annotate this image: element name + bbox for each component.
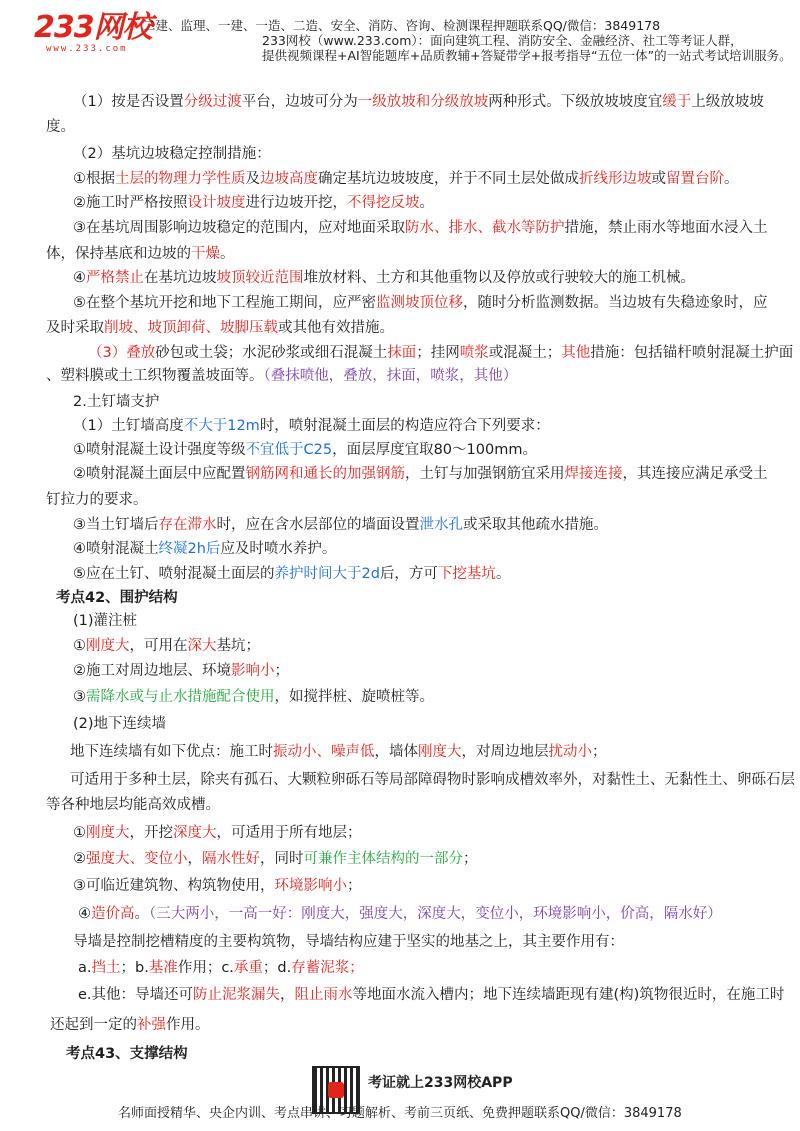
- line-text: 措施，禁止雨水等地面水浸入土: [564, 220, 768, 236]
- text-line: [46, 795, 220, 815]
- text-line: [73, 440, 537, 460]
- text-line: [73, 218, 768, 238]
- line-text: （1）土钉墙高度: [73, 418, 184, 434]
- line-text: ，面层厚度宜取80～100mm。: [332, 442, 537, 458]
- highlighted-text: 阻止雨水: [294, 987, 353, 1003]
- footer-contact-line: 名师面授精华、央企内训、考点串讲、习题解析、考前三页纸、免费押题联系QQ/微信：3849178: [118, 1106, 682, 1121]
- text-line: [73, 932, 624, 952]
- line-text: ②喷射混凝土面层中应配置: [73, 466, 246, 482]
- line-text: ②: [73, 851, 86, 867]
- line-text: ，如搅拌桩、旋喷桩等。: [274, 689, 434, 705]
- highlighted-text: 不宜低于C25: [245, 442, 333, 458]
- text-line: [73, 92, 764, 112]
- line-text: ；: [592, 744, 607, 760]
- logo-text: 233网校: [34, 10, 152, 45]
- line-text: （2）基坑边坡稳定控制措施：: [73, 146, 271, 162]
- line-text: ，土钉与加强钢筋宜采用: [405, 466, 565, 482]
- line-text: 导墙是控制挖槽精度的主要构筑物，导墙结构应建于坚实的地基之上，其主要作用有：: [73, 934, 624, 950]
- highlighted-text: 防水、排水、截水等防护: [405, 220, 565, 236]
- line-text: 2.土钉墙支护: [73, 394, 160, 410]
- text-line: [78, 904, 722, 924]
- line-text: 可适用于多种土层，除夹有孤石、大颗粒卵砾石等局部障碍物时影响成槽效率外，对黏性土、无黏性土、卵砾石层: [70, 772, 795, 788]
- highlighted-text: 边坡高度: [260, 171, 318, 187]
- highlighted-text: 泄水孔: [419, 517, 463, 533]
- page-footer: [0, 1060, 800, 1131]
- line-text: ⑤在整个基坑开挖和地下工程施工期间，应严密: [73, 295, 376, 311]
- line-text: 基坑；: [216, 638, 260, 654]
- line-text: 时，应在含水层部位的墙面设置: [216, 517, 420, 533]
- highlighted-text: （3）: [88, 345, 127, 361]
- line-text: 或采取其他疏水措施。: [463, 517, 608, 533]
- highlighted-text: 下挖基坑: [437, 566, 496, 582]
- text-line: [73, 416, 550, 436]
- page-header: [0, 0, 800, 72]
- line-text: ，: [280, 987, 295, 1003]
- line-text: （1）按是否设置: [73, 94, 184, 110]
- text-line: [73, 687, 434, 707]
- highlighted-text: 需降水或与止水措施配合使用: [86, 689, 275, 705]
- text-line: [46, 490, 148, 510]
- line-text: 作用。: [166, 1017, 210, 1033]
- highlighted-text: 环境影响小: [274, 878, 347, 894]
- highlighted-text: （叠抹喷他，叠放，抹面，喷浆，其他）: [263, 368, 518, 384]
- text-line: [73, 293, 768, 313]
- text-line: [73, 611, 137, 631]
- line-text: a.: [78, 960, 92, 976]
- highlighted-text: 刚度大: [418, 744, 462, 760]
- highlighted-text: 不得挖反坡: [347, 195, 420, 211]
- line-text: ，墙体: [374, 744, 418, 760]
- highlighted-text: 深度大: [173, 825, 217, 841]
- header-contact-line: 二建、监理、一建、一造、二造、安全、消防、咨询、检测课程押题联系QQ/微信：3849178: [143, 18, 661, 33]
- line-text: ；b.: [120, 960, 149, 976]
- line-text: ，可适用于所有地层；: [216, 825, 362, 841]
- highlighted-text: 折线形边坡: [579, 171, 652, 187]
- text-line: [73, 661, 289, 681]
- line-text: 进行边坡开挖，: [245, 195, 347, 211]
- line-text: 确定基坑边坡坡度，并于不同土层处做成: [318, 171, 579, 187]
- highlighted-text: 坡顶较近范围: [216, 270, 304, 286]
- line-text: 。: [724, 171, 739, 187]
- line-text: ，同时: [260, 851, 304, 867]
- line-text: ①根据: [73, 171, 115, 187]
- line-text: 及时采取: [46, 320, 104, 336]
- header-intro-line: 233网校（www.233.com）：面向建筑工程、消防安全、金融经济、社工等考证人群，: [262, 33, 743, 48]
- line-text: ，可用在: [129, 638, 188, 654]
- text-line: [73, 392, 159, 412]
- line-text: ④喷射混凝土: [73, 541, 159, 557]
- line-text: ，开挖: [129, 825, 173, 841]
- line-text: 度。: [46, 119, 75, 135]
- text-line: [73, 823, 362, 843]
- text-line: [73, 636, 260, 656]
- highlighted-text: 刚度大: [86, 825, 130, 841]
- highlighted-text: 监测坡顶位移: [376, 295, 463, 311]
- line-text: 考点43、支撑结构: [66, 1046, 188, 1062]
- line-text: 体，保持基底和边坡的: [46, 246, 191, 262]
- highlighted-text: 削坡、坡顶卸荷、坡脚压载: [104, 320, 278, 336]
- line-text: ④: [78, 906, 91, 922]
- highlighted-text: 补强: [137, 1017, 166, 1033]
- line-text: 作用；c.: [177, 960, 234, 976]
- text-line: [73, 714, 166, 734]
- highlighted-text: 不大于12m: [183, 418, 260, 434]
- highlighted-text: 挡土: [91, 960, 121, 976]
- highlighted-text: 钢筋网和通长的加强钢筋: [245, 466, 405, 482]
- highlighted-text: 扰动小: [548, 744, 592, 760]
- line-text: 后，方可: [379, 566, 438, 582]
- text-line: [46, 244, 235, 264]
- line-text: (2)地下连续墙: [73, 716, 167, 732]
- line-text: 在基坑边坡: [144, 270, 217, 286]
- line-text: 两种形式。下级放坡坡度宜: [488, 94, 663, 110]
- line-text: ③可临近建筑物、构筑物使用，: [73, 878, 275, 894]
- line-text: 及: [245, 171, 260, 187]
- line-text: 。: [419, 195, 434, 211]
- line-text: 等各种地层均能高效成槽。: [46, 797, 220, 813]
- highlighted-text: 可兼作主体结构的一部分: [303, 851, 463, 867]
- text-line: [46, 117, 75, 137]
- text-line: [73, 515, 608, 535]
- text-line: [73, 464, 768, 484]
- line-text: 、塑料膜或土工织物覆盖坡面等。: [46, 368, 264, 384]
- line-text: 或其他有效措施。: [278, 320, 394, 336]
- line-text: ③在基坑周围影响边坡稳定的范围内，应对地面采取: [73, 220, 405, 236]
- text-line: [56, 588, 178, 608]
- highlighted-text: 一级放坡和分级放坡: [357, 94, 489, 110]
- text-line: [78, 958, 364, 978]
- line-text: 钉拉力的要求。: [46, 492, 148, 508]
- line-text: ③当土钉墙后: [73, 517, 159, 533]
- line-text: 或混凝土；: [488, 345, 562, 361]
- line-text: ，随时分析监测数据。当边坡有失稳迹象时，应: [463, 295, 768, 311]
- highlighted-text: 造价高: [91, 906, 135, 922]
- site-logo[interactable]: [34, 12, 152, 54]
- logo-url: www.233.com: [46, 44, 128, 54]
- text-line: [73, 193, 434, 213]
- line-text: ；d.: [262, 960, 292, 976]
- line-text: 。: [220, 246, 235, 262]
- highlighted-text: 干燥: [191, 246, 220, 262]
- text-line: [46, 366, 517, 386]
- highlighted-text: 振动小、噪声低: [273, 744, 375, 760]
- line-text: ⑤应在土钉、喷射混凝土面层的: [73, 566, 275, 582]
- text-line: [73, 876, 362, 896]
- line-text: 或: [651, 171, 666, 187]
- highlighted-text: 缓于: [662, 94, 692, 110]
- highlighted-text: 影响小: [231, 663, 275, 679]
- highlighted-text: 存蓄泥浆；: [291, 960, 364, 976]
- line-text: e.其他：导墙还可: [78, 987, 194, 1003]
- line-text: 等地面水流入槽内；地下连续墙距现有建(构)筑物很近时，在施工时: [352, 987, 785, 1003]
- text-line: [73, 564, 510, 584]
- line-text: ；: [463, 851, 478, 867]
- line-text: ；: [274, 663, 289, 679]
- line-text: 。: [495, 566, 511, 582]
- text-line: [73, 268, 695, 288]
- highlighted-text: 设计坡度: [187, 195, 246, 211]
- highlighted-text: 强度大、变位小: [86, 851, 188, 867]
- line-text: 上级放坡坡: [691, 94, 764, 110]
- highlighted-text: 深大: [187, 638, 217, 654]
- line-text: 时，喷射混凝土面层的构造应符合下列要求：: [259, 418, 550, 434]
- highlighted-text: 土层的物理力学性质: [115, 171, 246, 187]
- line-text: ①: [73, 825, 86, 841]
- text-line: [73, 144, 271, 164]
- highlighted-text: 养护时间大于2d: [274, 566, 380, 582]
- line-text: ④: [73, 270, 86, 286]
- header-service-line: 提供视频课程+AI智能题库+品质教辅+答疑带学+报考指导“五位一体”的一站式考试培训服务。: [262, 48, 792, 63]
- line-text: ③: [73, 689, 86, 705]
- highlighted-text: 终凝2h后: [158, 541, 221, 557]
- highlighted-text: 防止泥浆漏失: [193, 987, 281, 1003]
- line-text: 地下连续墙有如下优点：施工时: [70, 744, 273, 760]
- text-line: [73, 539, 336, 559]
- highlighted-text: 基准: [148, 960, 178, 976]
- highlighted-text: 承重: [233, 960, 263, 976]
- line-text: ②施工对周边地层、环境: [73, 663, 231, 679]
- text-line: [50, 1015, 210, 1035]
- line-text: (1)灌注桩: [73, 613, 138, 629]
- highlighted-text: 存在滞水: [158, 517, 217, 533]
- line-text: 还起到一定的: [50, 1017, 137, 1033]
- highlighted-text: 分级过渡: [183, 94, 242, 110]
- text-line: [70, 770, 795, 790]
- app-promo-text: 考证就上233网校APP: [368, 1075, 513, 1091]
- line-text: ，: [187, 851, 202, 867]
- text-line: [73, 849, 478, 869]
- line-text: 平台，边坡可分为: [241, 94, 358, 110]
- qr-logo-icon: [328, 1082, 344, 1098]
- text-line: [46, 318, 394, 338]
- highlighted-text: 留置台阶: [666, 171, 724, 187]
- highlighted-text: 叠放: [126, 345, 156, 361]
- text-line: [88, 343, 793, 363]
- line-text: ②施工时严格按照: [73, 195, 188, 211]
- highlighted-text: （三大两小，一高一好：刚度大，强度大，深度大，变位小，环境影响小，价高，隔水好）: [149, 906, 722, 922]
- line-text: ，对周边地层: [461, 744, 549, 760]
- highlighted-text: 喷浆: [459, 345, 489, 361]
- highlighted-text: 刚度大: [86, 638, 130, 654]
- highlighted-text: 隔水性好: [202, 851, 260, 867]
- line-text: 砂包或土袋；水泥砂浆或细石混凝土: [155, 345, 388, 361]
- line-text: ；挂网: [416, 345, 460, 361]
- line-text: ；: [347, 878, 362, 894]
- highlighted-text: 其他: [561, 345, 591, 361]
- line-text: 堆放材料、土方和其他重物以及停放或行驶较大的施工机械。: [303, 270, 695, 286]
- line-text: 考点42、围护结构: [56, 590, 178, 606]
- line-text: ，其连接应满足承受土: [622, 466, 768, 482]
- highlighted-text: 严格禁止: [86, 270, 144, 286]
- highlighted-text: 抹面: [387, 345, 417, 361]
- line-text: 。: [134, 906, 149, 922]
- text-line: [78, 985, 784, 1005]
- line-text: 措施：包括锚杆喷射混凝土护面: [590, 345, 794, 361]
- text-line: [70, 742, 607, 762]
- line-text: ①: [73, 638, 86, 654]
- text-line: [73, 169, 739, 189]
- line-text: ①喷射混凝土设计强度等级: [73, 442, 246, 458]
- highlighted-text: 焊接连接: [564, 466, 623, 482]
- line-text: 应及时喷水养护。: [220, 541, 337, 557]
